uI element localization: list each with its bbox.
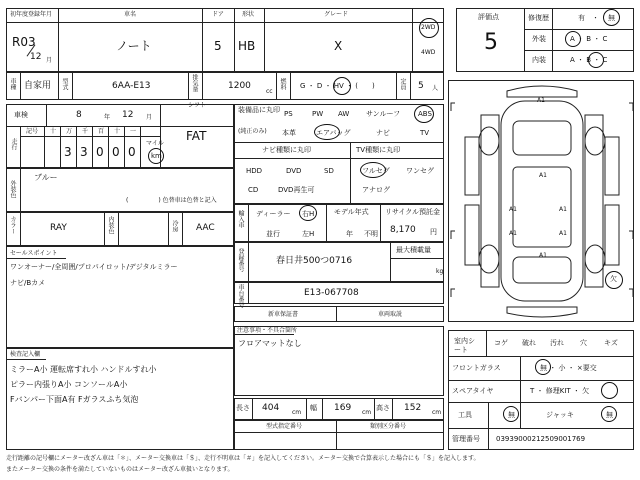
notes-label: 注意事項・不具合箇所 <box>237 327 298 334</box>
control-label: 管理番号 <box>452 435 480 443</box>
sales-point-label: セールスポイント <box>10 250 58 257</box>
equip-leather: 本革 <box>282 129 296 137</box>
capacity-label: 定員 <box>399 78 406 90</box>
width-unit: cm <box>362 409 372 416</box>
jack-value: 無 <box>606 411 613 419</box>
registry-value: 春日井500つ0716 <box>276 256 353 266</box>
capacity-unit: 人 <box>432 85 439 92</box>
mileage-header: 一 <box>130 128 137 135</box>
damage-mark: A1 <box>559 206 567 213</box>
damage-mark: A1 <box>539 252 547 259</box>
equipment-label: 装備品に丸印 <box>238 106 280 114</box>
spare-tire-options: T ・ 修理KIT ・ 欠 <box>530 387 590 395</box>
score-value: 5 <box>484 30 498 55</box>
damage-mark: A1 <box>559 230 567 237</box>
use-value: 自家用 <box>24 81 52 91</box>
import-right: 右H <box>302 210 315 218</box>
exterior-color-value: ブルー <box>34 173 58 182</box>
mileage-digit: 3 <box>64 145 72 159</box>
sheet-stain: 汚れ <box>550 339 564 347</box>
length-value: 404 <box>262 403 280 413</box>
mileage-digit: 0 <box>96 145 104 159</box>
mileage-digit: 3 <box>80 145 88 159</box>
import-label: 輸入車 <box>237 210 244 228</box>
inspector-line1: ミラーA小 運転席すれ小 ハンドルすれ小 <box>10 365 157 374</box>
damage-mark: A1 <box>509 206 517 213</box>
navi-dvd-play: DVD再生可 <box>278 186 315 194</box>
inspection-label: 車検 <box>14 111 28 119</box>
class-cert-label: 類別区分番号 <box>370 423 407 430</box>
max-load-label: 最大積載量 <box>396 246 431 254</box>
interior-color-label: 内装色 <box>107 216 114 234</box>
registration-year: R03 <box>12 35 36 49</box>
use-label: 車種 <box>9 78 16 90</box>
height-value: 152 <box>404 403 422 413</box>
recycle-value: 8,170 <box>390 225 416 235</box>
sheet-hole: 穴 <box>580 339 587 347</box>
exterior-grade-label: 外装 <box>532 35 546 43</box>
interior-grade-options: A ・ B ・ C <box>570 56 608 64</box>
damage-diagram <box>448 80 634 322</box>
equip-ps: PS <box>284 110 293 118</box>
notes-block <box>234 326 444 396</box>
mileage-unit-mile: マイル <box>146 140 164 147</box>
max-load-unit: kg <box>436 268 444 275</box>
navi-cd: CD <box>248 186 259 194</box>
import-left: 左H <box>302 230 315 238</box>
mileage-header: 千 <box>82 128 89 135</box>
score-label: 評価点 <box>478 13 499 21</box>
model-value: ノート <box>116 39 152 53</box>
control-value: 0393900021250900176​9 <box>496 435 586 443</box>
inspection-month-unit: 月 <box>146 114 153 121</box>
repair-label: 修復歴 <box>528 14 549 22</box>
docs-row <box>234 306 444 322</box>
repair-sep: ・ <box>592 14 599 22</box>
import-parallel: 並行 <box>266 230 280 238</box>
fuel-label: 燃料 <box>279 78 286 90</box>
mileage-header: 十 <box>114 128 121 135</box>
repair-yes: 有 <box>578 14 585 22</box>
sales-point-line2: ナビ/Bカメ <box>10 279 46 287</box>
tv-oneseg: ワンセグ <box>406 167 434 175</box>
mileage-header: 百 <box>98 128 105 135</box>
mileage-digit: 0 <box>128 145 136 159</box>
mileage-unit-km: km <box>151 152 162 160</box>
notes-value: フロアマットなし <box>238 339 302 348</box>
inspector-line3: Fバンパー下面A有 Fガラスふち気泡 <box>10 395 139 404</box>
import-dealer: ディーラー <box>256 210 291 218</box>
length-unit: cm <box>292 409 302 416</box>
registry-label: 登録番号 <box>237 248 244 272</box>
damage-mark: A1 <box>539 172 547 179</box>
width-value: 169 <box>334 403 352 413</box>
navi-hdd: HDD <box>246 167 263 175</box>
grade-label: グレード <box>324 11 349 18</box>
type-label: 型式 <box>61 78 68 90</box>
mileage-label: 走行 <box>10 138 17 150</box>
model-year-unknown: 不明 <box>364 230 378 238</box>
tv-analog: アナログ <box>362 186 390 194</box>
displacement-value: 1200 <box>228 81 251 91</box>
inspector-line2: ピラー内張りA小 コンソールA小 <box>10 380 128 389</box>
navi-dvd: DVD <box>286 167 302 175</box>
registration-label: 初年度登録年月 <box>10 11 53 18</box>
equip-pw: PW <box>312 110 324 118</box>
header-row <box>6 8 444 72</box>
mileage-header: 万 <box>66 128 73 135</box>
color-change-note: ( ) 色替車は色替と記入 <box>126 197 217 204</box>
mileage-header-label: 記号 <box>26 128 39 135</box>
capacity-value: 5 <box>418 81 424 91</box>
damage-mark: A1 <box>537 97 545 104</box>
chassis-label: 車台番号 <box>237 284 244 308</box>
mileage-digit: 0 <box>112 145 120 159</box>
displacement-unit: cc <box>266 88 273 95</box>
inspection-year: 8 <box>76 110 82 120</box>
damage-mark: A1 <box>509 230 517 237</box>
ac-value: AAC <box>196 223 215 233</box>
jack-label: ジャッキ <box>546 411 574 419</box>
model-year-label: モデル年式 <box>334 208 369 216</box>
tv-fullseg: フルセグ <box>362 167 390 175</box>
doors-label: ドア <box>212 11 224 18</box>
color-code-value: RAY <box>50 223 67 233</box>
equip-sunroof: サンルーフ <box>366 110 401 118</box>
model-label: 車名 <box>124 11 137 18</box>
navi-sd: SD <box>324 167 334 175</box>
shift-label: シフト <box>188 102 207 109</box>
recycle-unit: 円 <box>430 228 437 236</box>
displacement-label: 排気量 <box>191 74 198 92</box>
sales-point-line1: ワンオーナー/全周囲/プロパイロット/デジタルミラー <box>10 263 178 271</box>
mileage-header: 十 <box>50 128 57 135</box>
grade-value: X <box>334 39 343 53</box>
equipment-sub: (純正のみ) <box>238 128 267 135</box>
registration-month: 12 <box>30 52 42 62</box>
sheet-burn: コゲ <box>494 339 508 347</box>
equip-airbag: エアバッグ <box>316 129 351 137</box>
shift-value: FAT <box>186 129 207 143</box>
missing-mark: 欠 <box>610 275 617 283</box>
manual-label: 車両取説 <box>378 311 403 318</box>
color-code-label: カラー <box>9 216 16 234</box>
interior-grade-label: 内装 <box>532 56 546 64</box>
drive-2wd: 2WD <box>421 24 436 31</box>
navi-label: ナビ種類に丸印 <box>262 146 311 154</box>
inspector-label: 検査記入欄 <box>10 351 41 358</box>
shape-label: 形状 <box>242 11 255 18</box>
height-unit: cm <box>432 409 442 416</box>
exterior-color-label: 外装色 <box>9 180 16 198</box>
equip-aw: AW <box>338 110 350 118</box>
ac-label: 冷房 <box>171 220 178 232</box>
footer-line1: 走行距離の記号欄にメーター改ざん車は「＊」、メーター交換車は「＄」、走行不明車は「＃」を記入してください。メーター交換で合算表示した場合にも「＄」を記入します。 <box>6 455 480 462</box>
height-label: 高さ <box>376 404 390 412</box>
chassis-value: E13-067708 <box>304 288 359 298</box>
tv-label: TV種類に丸印 <box>356 146 401 154</box>
tools-label: 工具 <box>458 411 472 419</box>
exterior-grade-options: A ・ B ・ C <box>570 35 608 43</box>
repair-no: 無 <box>608 14 615 22</box>
warranty-label: 新車保証書 <box>268 311 299 318</box>
type-value: 6AA-E13 <box>112 81 151 91</box>
recycle-label: リサイクル預託金 <box>385 208 441 216</box>
sheet-scratch: キズ <box>604 339 618 347</box>
front-glass-options: 無 ・ 小 ・ ×要交 <box>540 364 597 372</box>
equip-navi: ナビ <box>376 129 390 137</box>
doors-value: 5 <box>214 39 222 53</box>
sheet-tear: 破れ <box>522 339 536 347</box>
equipment-block <box>234 104 444 204</box>
sales-point-block <box>6 246 234 348</box>
model-year-unit: 年 <box>346 230 353 238</box>
registration-month-unit: 月 <box>46 57 53 64</box>
model-cert-label: 型式指定番号 <box>266 423 303 430</box>
footer-line2: またメーター交換の条件を満たしていないものはメーター改ざん車扱いとなります。 <box>6 466 234 473</box>
equip-tv: TV <box>420 129 430 137</box>
front-glass-label: フロントガラス <box>452 364 501 372</box>
spare-tire-label: スペアタイヤ <box>452 387 494 395</box>
drive-4wd: 4WD <box>421 49 436 56</box>
fuel-value: G ・ D ・ HV ・ ( ) <box>300 82 375 90</box>
shape-value: HB <box>238 39 256 53</box>
inspection-year-unit: 年 <box>104 114 111 121</box>
interior-sheet-label: 室内シート <box>454 337 475 355</box>
tools-value: 無 <box>508 411 515 419</box>
length-label: 長さ <box>236 404 250 412</box>
inspection-month: 12 <box>122 110 134 120</box>
equip-abs: ABS <box>418 110 432 118</box>
width-label: 幅 <box>310 404 317 412</box>
